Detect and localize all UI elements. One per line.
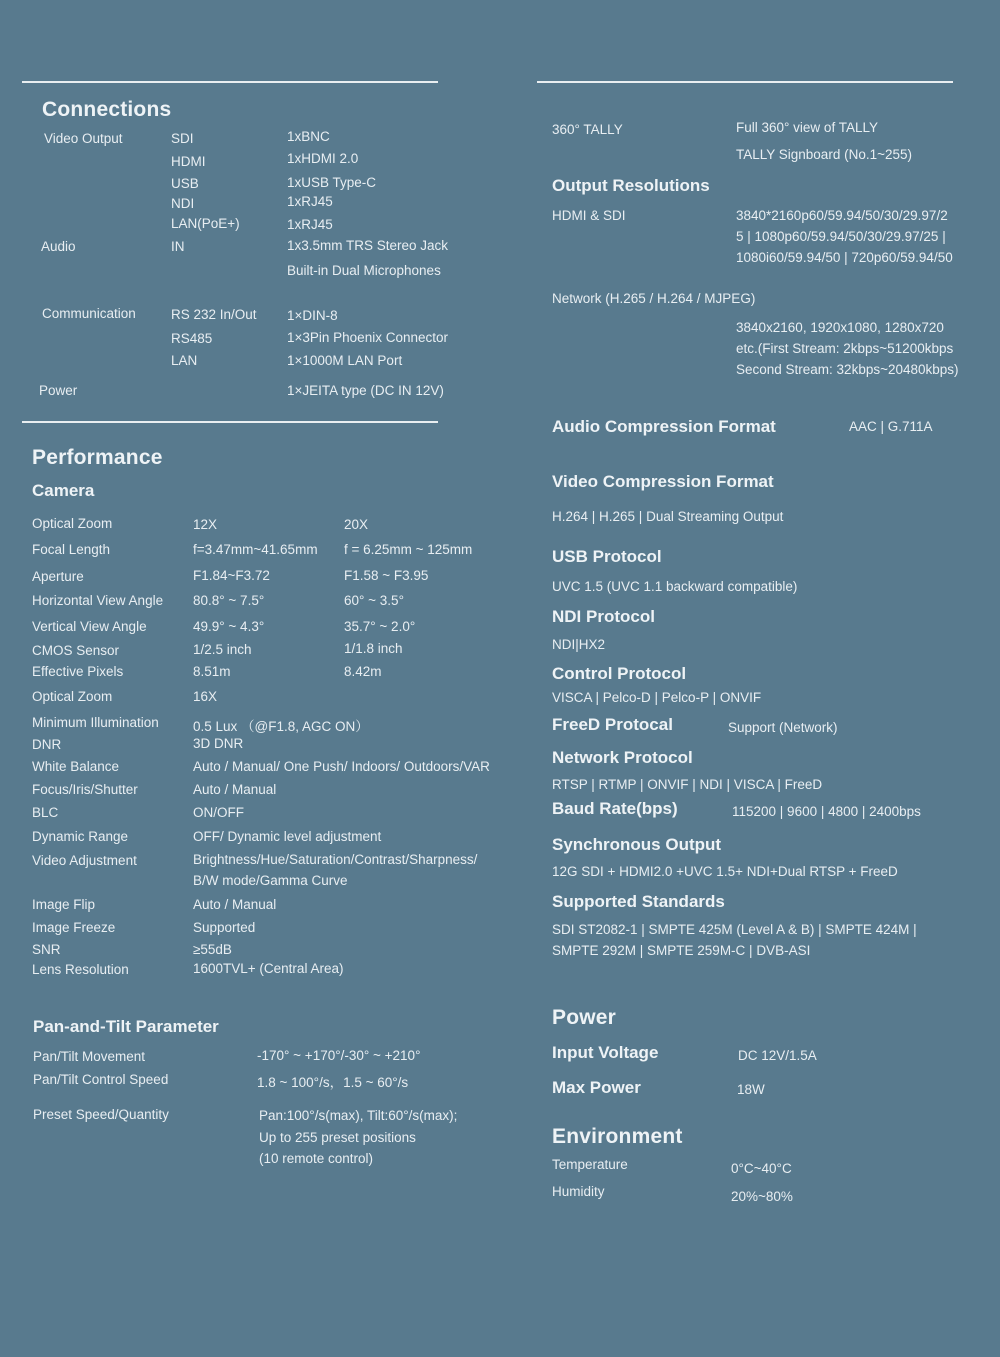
spec-label: Dynamic Range (32, 829, 129, 844)
network-res-label: Network (H.265 / H.264 / MJPEG) (552, 291, 756, 306)
spec-label: Image Freeze (32, 920, 116, 935)
port-label: NDI (171, 196, 195, 211)
output-resolutions-title: Output Resolutions (552, 176, 710, 195)
spec-value: Supported (193, 920, 256, 935)
input-voltage-label: Input Voltage (552, 1043, 659, 1062)
spec-value: ON/OFF (193, 805, 244, 820)
spec-value-alt: f = 6.25mm ~ 125mm (344, 542, 473, 557)
humidity-value: 20%~80% (731, 1189, 793, 1204)
spec-value: 80.8° ~ 7.5° (193, 593, 265, 608)
power-label: Power (39, 383, 78, 398)
temperature-value: 0°C~40°C (731, 1161, 792, 1176)
sync-output-title: Synchronous Output (552, 835, 722, 854)
pantilt-speed-value: 1.8 ~ 100°/s，1.5 ~ 60°/s (257, 1075, 409, 1090)
temperature-label: Temperature (552, 1157, 628, 1172)
spec-label: White Balance (32, 759, 120, 774)
preset-value-1: Pan:100°/s(max), Tilt:60°/s(max); (259, 1108, 458, 1123)
spec-label: Video Adjustment (32, 853, 137, 868)
spec-label: Aperture (32, 569, 84, 584)
spec-value-alt: 8.42m (344, 664, 382, 679)
video-compression-title: Video Compression Format (552, 472, 774, 491)
spec-label: Horizontal View Angle (32, 593, 164, 608)
usb-protocol-title: USB Protocol (552, 547, 662, 566)
port-label: LAN(PoE+) (171, 216, 240, 231)
hdmi-sdi-label: HDMI & SDI (552, 208, 626, 223)
port-label: LAN (171, 353, 198, 368)
top-rule-left (22, 81, 438, 83)
spec-label: Minimum Illumination (32, 715, 159, 730)
audio-label: Audio (41, 239, 76, 254)
spec-value: 16X (193, 689, 218, 704)
spec-value: OFF/ Dynamic level adjustment (193, 829, 382, 844)
audio-value-2: Built-in Dual Microphones (287, 263, 441, 278)
freed-protocol-value: Support (Network) (728, 720, 838, 735)
port-label: RS 232 In/Out (171, 307, 257, 322)
pantilt-movement-value: -170° ~ +170°/-30° ~ +210° (257, 1048, 421, 1063)
max-power-value: 18W (737, 1082, 765, 1097)
port-value: 1xRJ45 (287, 194, 333, 209)
spec-value: 8.51m (193, 664, 231, 679)
usb-protocol-value: UVC 1.5 (UVC 1.1 backward compatible) (552, 579, 798, 594)
spec-value: 3D DNR (193, 736, 244, 751)
port-label: RS485 (171, 331, 213, 346)
control-protocol-value: VISCA | Pelco-D | Pelco-P | ONVIF (552, 690, 762, 705)
spec-label: Vertical View Angle (32, 619, 147, 634)
audio-compression-value: AAC | G.711A (849, 419, 933, 434)
spec-value: Auto / Manual (193, 782, 277, 797)
port-value: 1xHDMI 2.0 (287, 151, 359, 166)
tally-label: 360° TALLY (552, 122, 623, 137)
port-value: 1×1000M LAN Port (287, 353, 403, 368)
spec-label: SNR (32, 942, 61, 957)
network-res-value-1: 3840x2160, 1920x1080, 1280x720 (736, 320, 944, 335)
spec-label: Optical Zoom (32, 689, 113, 704)
tally-value-1: Full 360° view of TALLY (736, 120, 878, 135)
hdmi-sdi-value-3: 1080i60/59.94/50 | 720p60/59.94/50 (736, 250, 953, 265)
spec-value: Auto / Manual/ One Push/ Indoors/ Outdoors/VAR (193, 759, 490, 774)
network-protocol-title: Network Protocol (552, 748, 693, 767)
port-label: SDI (171, 131, 194, 146)
input-voltage-value: DC 12V/1.5A (738, 1048, 817, 1063)
spec-value: ≥55dB (193, 942, 232, 957)
hdmi-sdi-value-2: 5 | 1080p60/59.94/50/30/29.97/25 | (736, 229, 946, 244)
port-value: 1xBNC (287, 129, 330, 144)
preset-value-2: Up to 255 preset positions (259, 1130, 416, 1145)
mid-rule-left (22, 421, 438, 423)
pantilt-speed-label: Pan/Tilt Control Speed (33, 1072, 169, 1087)
port-value: 1xRJ45 (287, 217, 333, 232)
power-title: Power (552, 1006, 617, 1029)
communication-label: Communication (42, 306, 136, 321)
video-compression-value: H.264 | H.265 | Dual Streaming Output (552, 509, 784, 524)
connections-title: Connections (42, 98, 172, 121)
ndi-protocol-title: NDI Protocol (552, 607, 655, 626)
audio-value: 1x3.5mm TRS Stereo Jack (287, 238, 449, 253)
port-value: 1×DIN-8 (287, 308, 338, 323)
environment-title: Environment (552, 1125, 683, 1148)
spec-value-alt: 35.7° ~ 2.0° (344, 619, 416, 634)
spec-label: Focal Length (32, 542, 111, 557)
spec-value: Auto / Manual (193, 897, 277, 912)
spec-label: DNR (32, 737, 62, 752)
spec-label: Optical Zoom (32, 516, 113, 531)
hdmi-sdi-value-1: 3840*2160p60/59.94/50/30/29.97/2 (736, 208, 948, 223)
spec-value: 1/2.5 inch (193, 642, 252, 657)
spec-label: CMOS Sensor (32, 643, 120, 658)
control-protocol-title: Control Protocol (552, 664, 687, 683)
spec-value-alt: 60° ~ 3.5° (344, 593, 404, 608)
spec-label: BLC (32, 805, 59, 820)
spec-value: 12X (193, 517, 218, 532)
spec-label: Lens Resolution (32, 962, 129, 977)
spec-value: f=3.47mm~41.65mm (193, 542, 318, 557)
spec-value: 1600TVL+ (Central Area) (193, 961, 344, 976)
network-res-value-3: Second Stream: 32kbps~20480kbps) (736, 362, 959, 377)
spec-label: Effective Pixels (32, 664, 124, 679)
sync-output-value: 12G SDI + HDMI2.0 +UVC 1.5+ NDI+Dual RTSP + FreeD (552, 864, 898, 879)
spec-value-alt: 1/1.8 inch (344, 641, 403, 656)
audio-port: IN (171, 239, 185, 254)
standards-value-1: SDI ST2082-1 | SMPTE 425M (Level A & B) | SMPTE 424M | (552, 922, 917, 937)
port-value: 1×3Pin Phoenix Connector (287, 330, 448, 345)
spec-label: Focus/Iris/Shutter (32, 782, 138, 797)
power-value: 1×JEITA type (DC IN 12V) (287, 383, 444, 398)
standards-value-2: SMPTE 292M | SMPTE 259M-C | DVB-ASI (552, 943, 811, 958)
top-rule-right (537, 81, 953, 83)
ndi-protocol-value: NDI|HX2 (552, 637, 606, 652)
network-res-value-2: etc.(First Stream: 2kbps~51200kbps (736, 341, 954, 356)
port-label: USB (171, 176, 199, 191)
camera-subtitle: Camera (32, 481, 95, 500)
humidity-label: Humidity (552, 1184, 605, 1199)
spec-value: 0.5 Lux （@F1.8, AGC ON） (193, 719, 369, 734)
port-label: HDMI (171, 154, 206, 169)
baud-rate-value: 115200 | 9600 | 4800 | 2400bps (732, 804, 921, 819)
baud-rate-title: Baud Rate(bps) (552, 799, 678, 818)
performance-title: Performance (32, 446, 163, 469)
standards-title: Supported Standards (552, 892, 725, 911)
max-power-label: Max Power (552, 1078, 641, 1097)
pantilt-movement-label: Pan/Tilt Movement (33, 1049, 146, 1064)
spec-label: Image Flip (32, 897, 96, 912)
spec-value-alt: 20X (344, 517, 369, 532)
spec-value: F1.84~F3.72 (193, 568, 270, 583)
preset-value-3: (10 remote control) (259, 1151, 374, 1166)
spec-value: 49.9° ~ 4.3° (193, 619, 265, 634)
freed-protocol-title: FreeD Protocal (552, 715, 673, 734)
preset-label: Preset Speed/Quantity (33, 1107, 169, 1122)
network-protocol-value: RTSP | RTMP | ONVIF | NDI | VISCA | FreeD (552, 777, 823, 792)
spec-value-alt: F1.58 ~ F3.95 (344, 568, 429, 583)
video-output-label: Video Output (44, 131, 123, 146)
audio-compression-title: Audio Compression Format (552, 417, 776, 436)
spec-value-cont: B/W mode/Gamma Curve (193, 873, 348, 888)
pantilt-title: Pan-and-Tilt Parameter (33, 1017, 219, 1036)
spec-value: Brightness/Hue/Saturation/Contrast/Sharpness/ (193, 852, 478, 867)
port-value: 1xUSB Type-C (287, 175, 377, 190)
tally-value-2: TALLY Signboard (No.1~255) (736, 147, 912, 162)
